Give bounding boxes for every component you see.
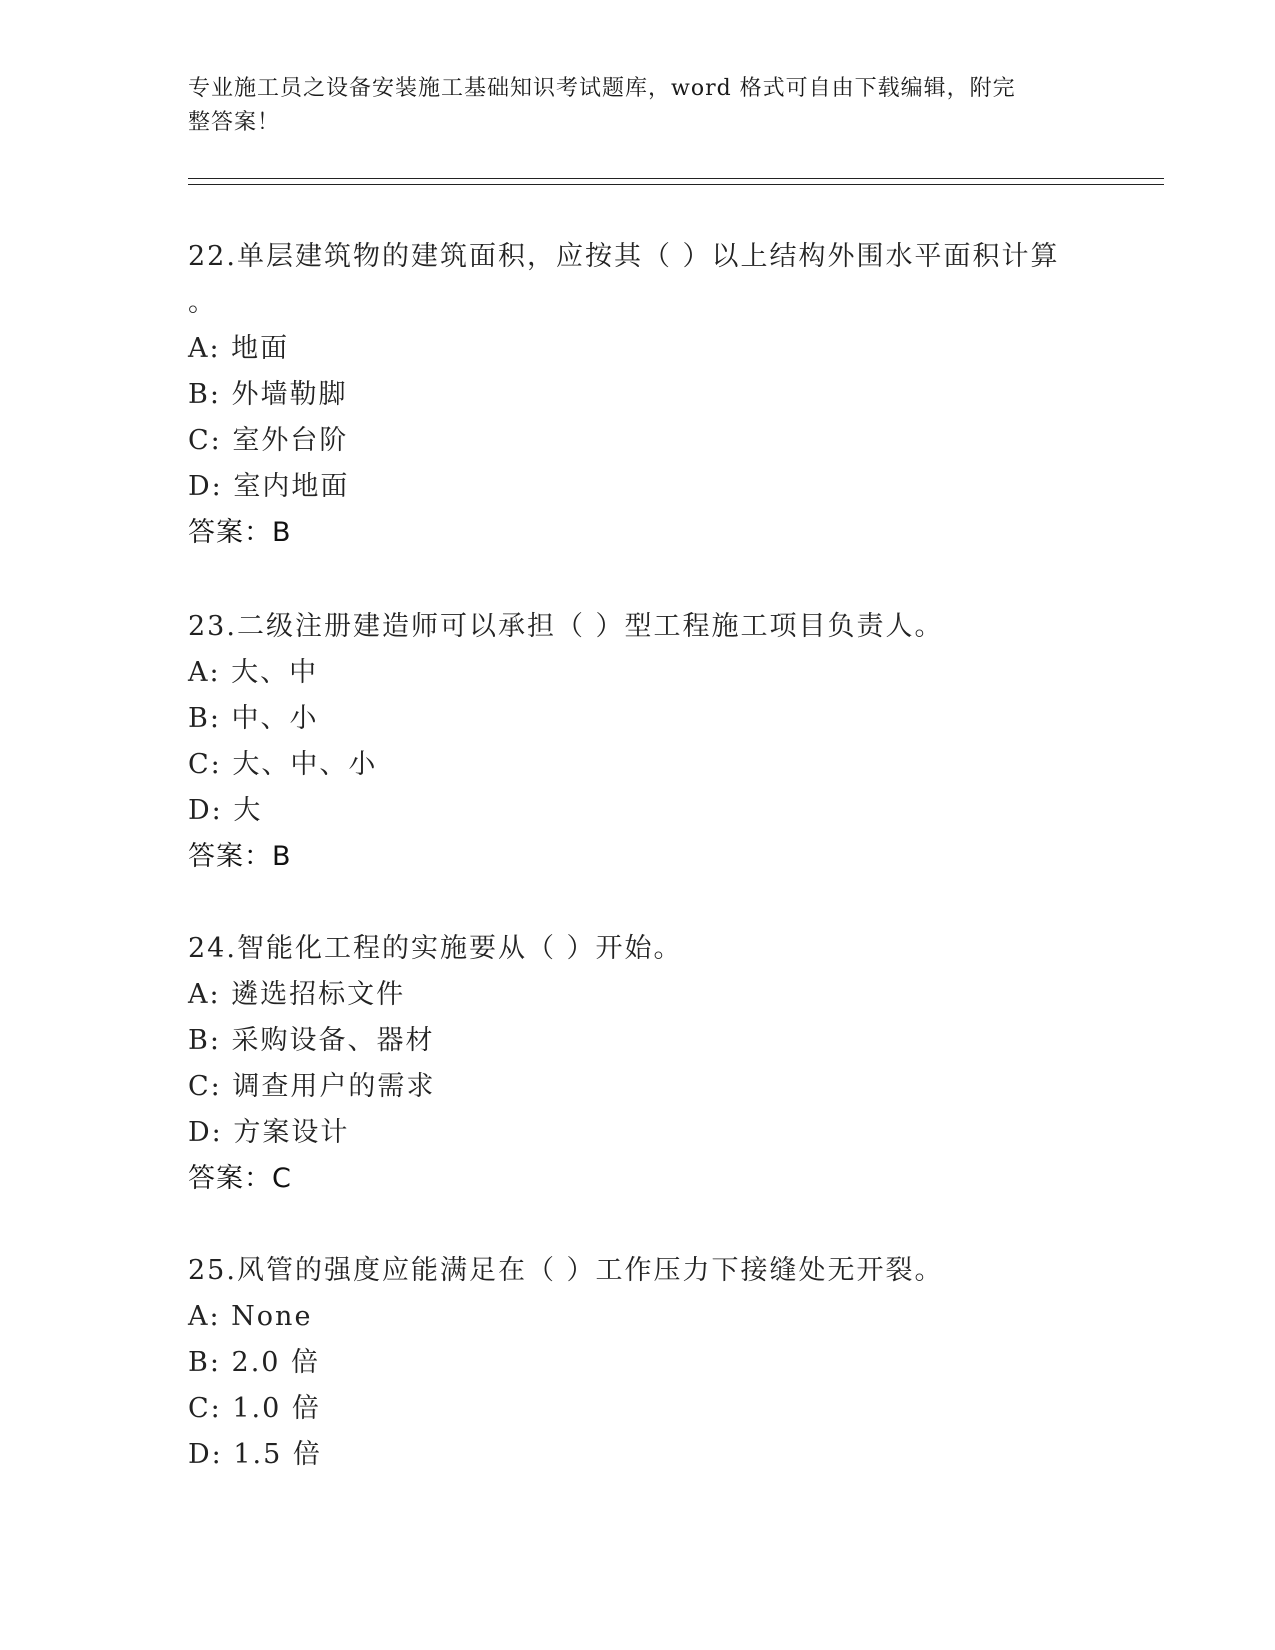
answer: 答案：B (188, 517, 292, 548)
option-b: B: 采购设备、器材 (188, 1025, 435, 1056)
header-line-1: 专业施工员之设备安装施工基础知识考试题库，word 格式可自由下载编辑，附完 (188, 76, 1016, 101)
header-line-2: 整答案！ (188, 110, 281, 135)
option-d: D: 大 (188, 795, 263, 826)
document-header (188, 72, 1068, 140)
question-stem: 24.智能化工程的实施要从（ ）开始。 (188, 933, 683, 964)
option-b: B: 中、小 (188, 703, 319, 734)
question-24 (188, 926, 1088, 1202)
option-c: C: 大、中、小 (188, 749, 378, 780)
option-a: A: 大、中 (188, 657, 319, 688)
question-23 (188, 604, 1088, 880)
question-stem: 22.单层建筑物的建筑面积，应按其（ ）以上结构外围水平面积计算 (188, 241, 1060, 272)
option-b: B: 外墙勒脚 (188, 379, 348, 410)
option-c: C: 调查用户的需求 (188, 1071, 436, 1102)
option-c: C: 室外台阶 (188, 425, 349, 456)
answer: 答案：C (188, 1163, 292, 1194)
question-stem-continuation: 。 (188, 287, 215, 318)
option-a: A: 地面 (188, 333, 290, 364)
question-stem: 23.二级注册建造师可以承担（ ）型工程施工项目负责人。 (188, 611, 944, 642)
header-divider-top (188, 178, 1164, 179)
header-divider-bottom (188, 184, 1164, 185)
answer: 答案：B (188, 841, 292, 872)
option-d: D: 1.5 倍 (188, 1439, 322, 1470)
option-a: A: 遴选招标文件 (188, 979, 406, 1010)
question-25 (188, 1248, 1088, 1478)
option-d: D: 方案设计 (188, 1117, 350, 1148)
option-c: C: 1.0 倍 (188, 1393, 321, 1424)
option-a: A: None (188, 1301, 313, 1332)
option-b: B: 2.0 倍 (188, 1347, 321, 1378)
question-22 (188, 234, 1088, 556)
option-d: D: 室内地面 (188, 471, 350, 502)
question-stem: 25.风管的强度应能满足在（ ）工作压力下接缝处无开裂。 (188, 1255, 944, 1286)
